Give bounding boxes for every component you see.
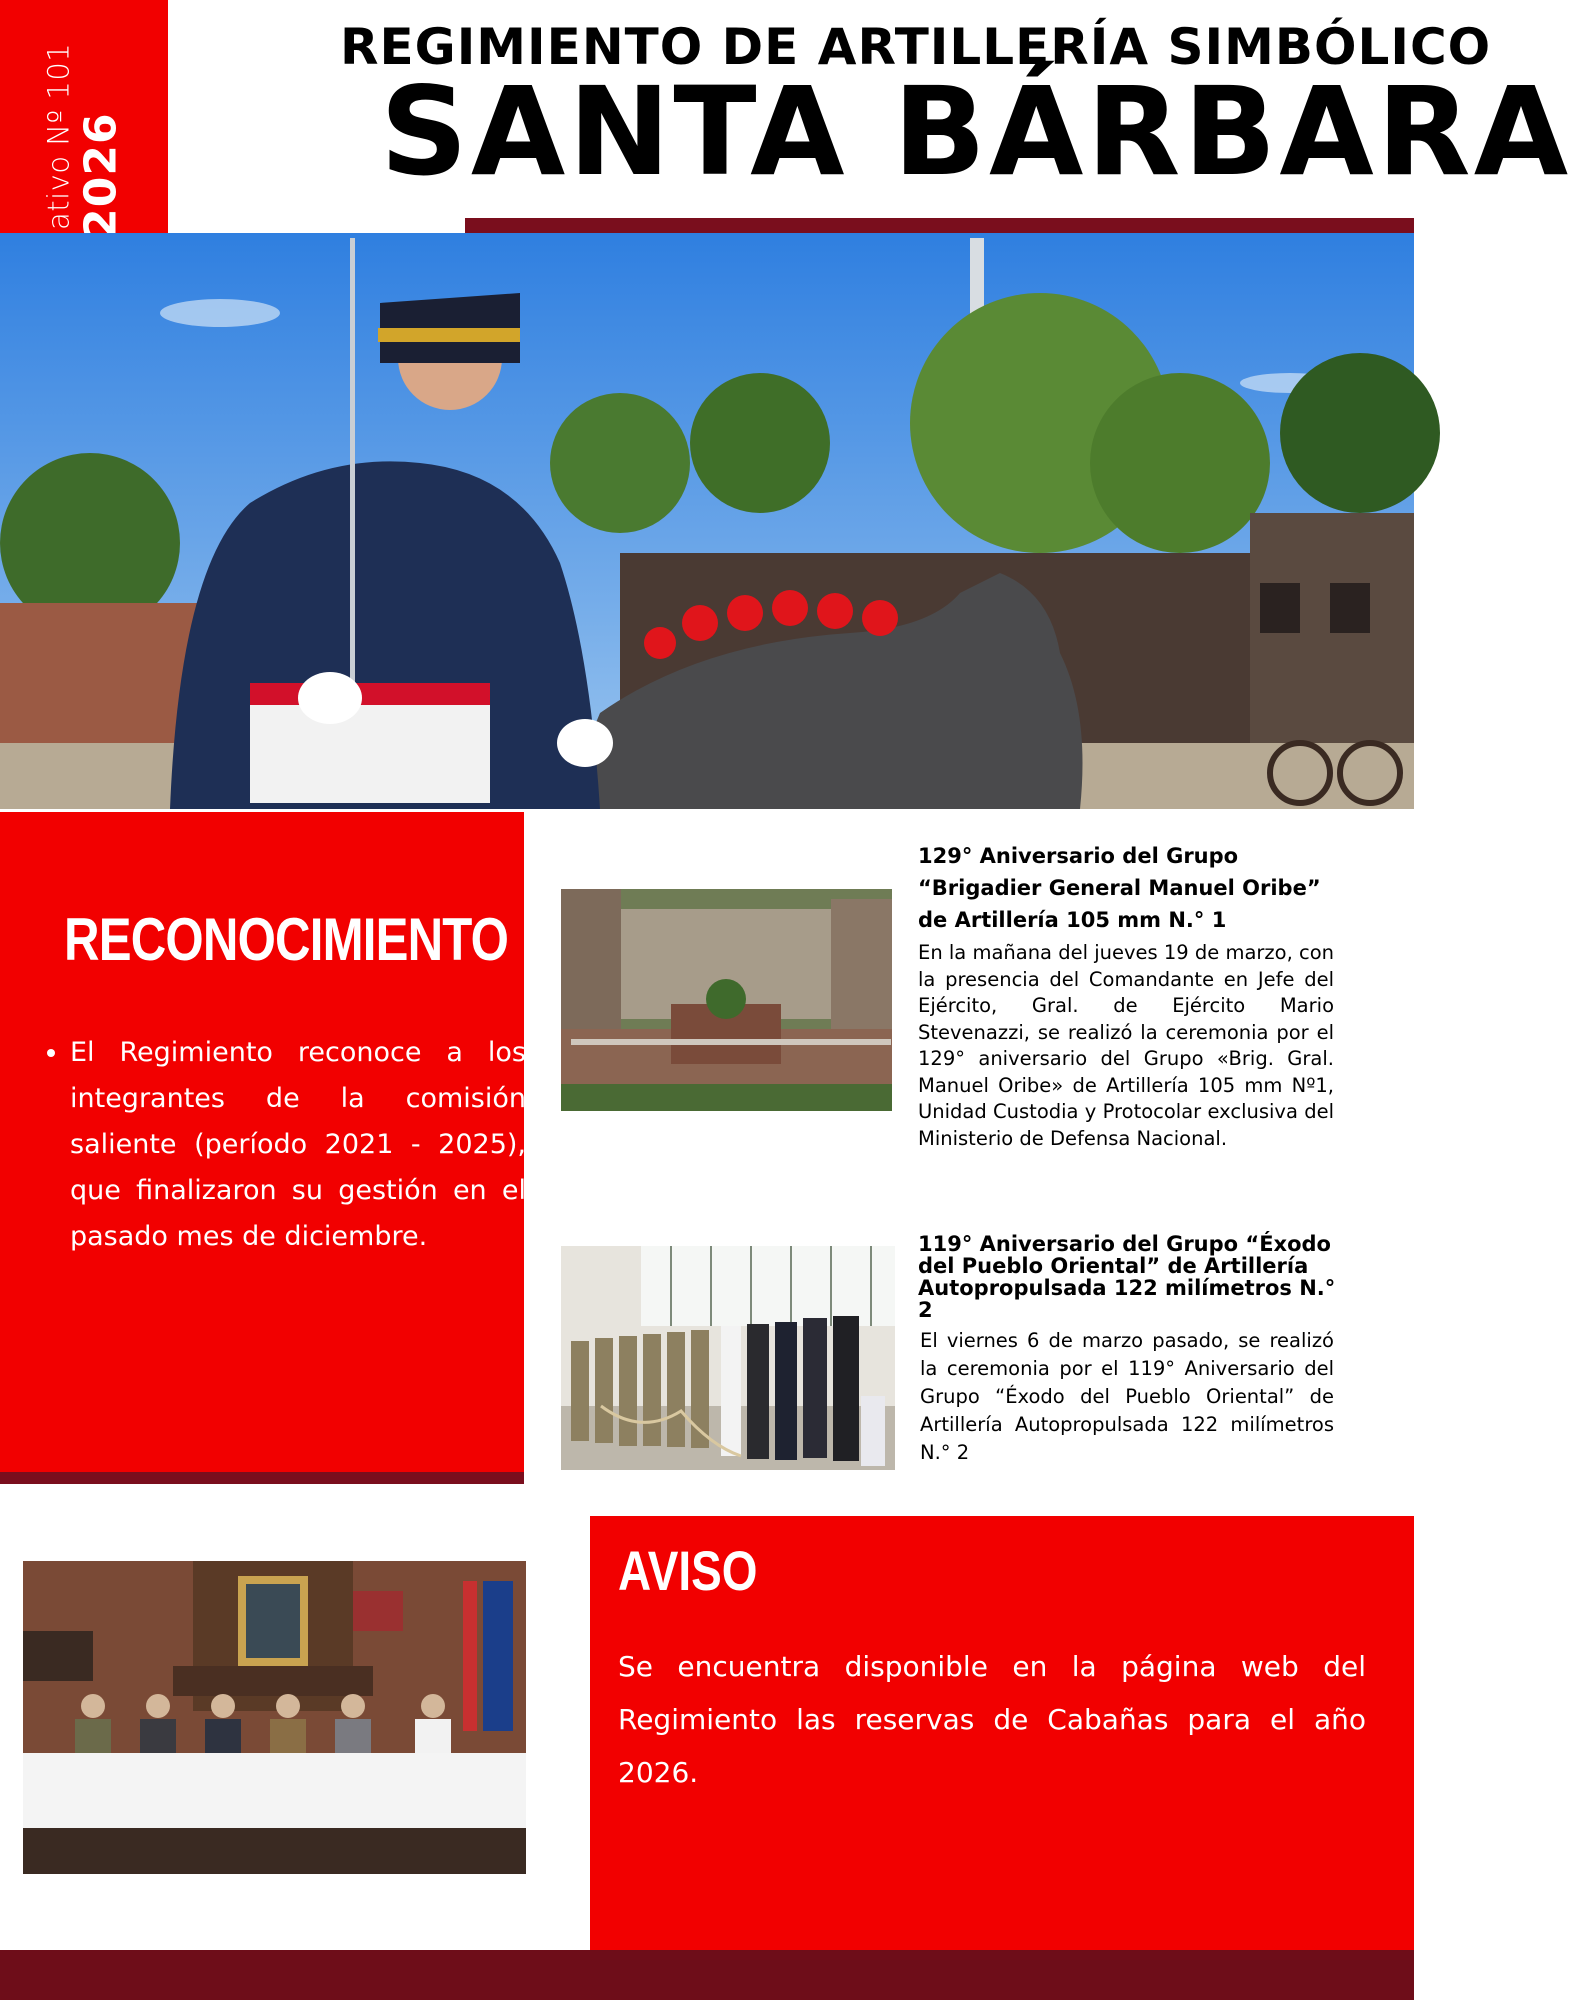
masthead-subtitle: REGIMIENTO DE ARTILLERÍA SIMBÓLICO xyxy=(340,18,1492,76)
article-2-title: 119° Aniversario del Grupo “Éxodo del Pueblo Oriental” de Artillería Autopropulsada 122 milímetros N.° 2 xyxy=(918,1232,1336,1322)
notice-text: Se encuentra disponible en la página web del Regimiento las reservas de Cabañas para el año 2026. xyxy=(618,1650,1366,1789)
recognition-item: • El Regimiento reconoce a los integrantes de la comisión saliente (período 2021 - 2025), que finalizaron su gestión en el pasado mes de diciembre. xyxy=(70,1030,526,1260)
footer-bar xyxy=(0,1950,1414,2000)
notice-title: AVISO xyxy=(618,1539,758,1602)
recognition-title: RECONOCIMIENTO xyxy=(64,906,509,973)
masthead-title: SANTA BÁRBARA xyxy=(380,61,1571,203)
article-2-ceremony-photo xyxy=(561,1246,895,1470)
article-1-aerial-photo xyxy=(561,889,892,1111)
article-1-body: En la mañana del jueves 19 de marzo, con la presencia del Comandante en Jefe del Ejército, Gral. de Ejército Mario Stevenazzi, se realizó la ceremonia por el 129° aniversario del Grupo «Brig. Gral. Manuel Oribe» de Artillería 105 mm Nº1, Unidad Custodia y Protocolar exclusiva del Ministerio de Defensa Nacional. xyxy=(918,941,1334,1150)
recognition-panel-underline xyxy=(0,1472,524,1484)
article-2-body: El viernes 6 de marzo pasado, se realizó la ceremonia por el 119° Aniversario del Grupo “Éxodo del Pueblo Oriental” de Artillería Autopropulsada 122 milímetros N.° 2 xyxy=(920,1329,1334,1464)
hero-photo xyxy=(0,233,1414,809)
commission-photo xyxy=(23,1561,526,1874)
recognition-list xyxy=(36,1030,526,1260)
article-1-title: 129° Aniversario del Grupo “Brigadier General Manuel Oribe” de Artillería 105 mm N.° 1 xyxy=(918,844,1321,932)
